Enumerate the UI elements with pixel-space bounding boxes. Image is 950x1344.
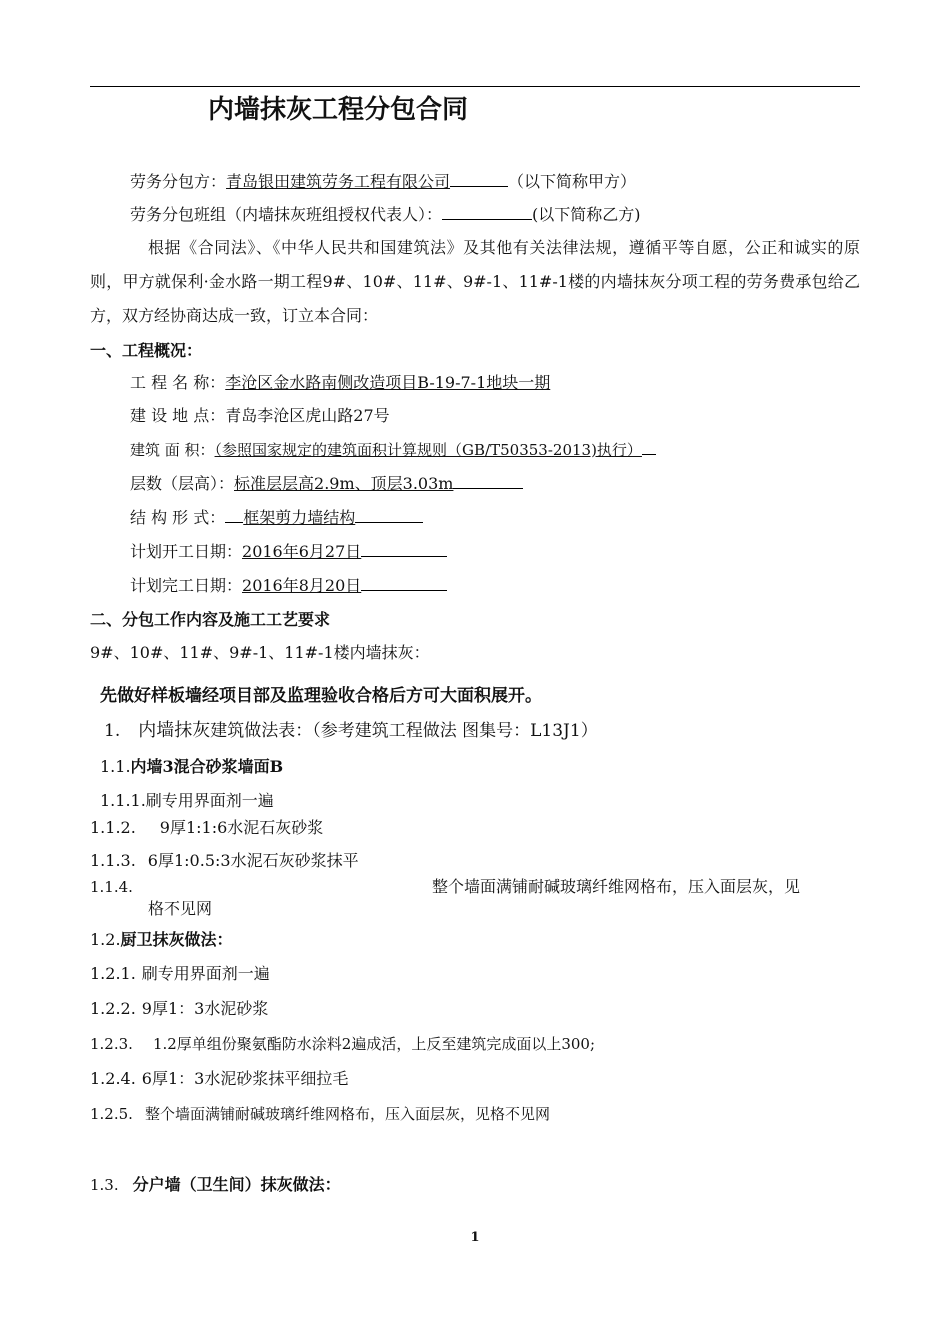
party-b-suffix: (以下简称乙方): [532, 205, 641, 224]
notice-line: 先做好样板墙经项目部及监理验收合格后方可大面积展开。: [100, 686, 542, 706]
item-1-2-2-text: 9厚1：3水泥砂浆: [141, 999, 269, 1018]
area-value: （参照国家规定的建筑面积计算规则（GB/T50353-2013)执行）: [214, 441, 642, 459]
item-1-1-1-text: 刷专用界面剂一遍: [145, 791, 274, 810]
structure-row: [130, 506, 423, 529]
floors-value: 标准层层高2.9m、顶层3.03m: [234, 474, 454, 493]
item-1-2-1-text: 刷专用界面剂一遍: [141, 964, 270, 983]
intro-paragraph: 根据《合同法》、《中华人民共和国建筑法》及其他有关法律法规，遵循平等自愿，公正和诚实的原则，甲方就保利·金水路一期工程9#、10#、11#、9#-1、11#-1楼的内墙抹灰分项工程的劳务费承包给乙方，双方经协商达成一致，订立本合同：: [90, 238, 860, 325]
party-a-label: 劳务分包方：: [130, 172, 227, 191]
party-a-line: [130, 170, 636, 193]
location-row: [130, 405, 390, 427]
finish-date-value: 2016年8月20日: [242, 576, 362, 595]
item-1-2-2: [90, 998, 268, 1020]
item-1-2-2-number: 1.2.2.: [90, 999, 136, 1018]
item-1-3-number: 1.3.: [90, 1176, 119, 1194]
item-1-2-3-number: 1.2.3.: [90, 1035, 133, 1053]
item-1-2-3-text: 1.2厚单组份聚氨酯防水涂料2遍成活，上反至建筑完成面以上300;: [152, 1035, 596, 1053]
item-1-1-2-text: 9厚1:1:6水泥石灰砂浆: [159, 818, 324, 837]
section2-heading: 二、分包工作内容及施工工艺要求: [90, 610, 331, 629]
floors-row: [130, 472, 523, 495]
item-1-1-3-text: 6厚1:0.5:3水泥石灰砂浆抹平: [147, 851, 359, 870]
location-label: 建 设 地 点：: [130, 406, 226, 425]
item-1-3: [90, 1174, 341, 1196]
floors-blank: [453, 472, 523, 489]
buildings-line: 9#、10#、11#、9#-1、11#-1楼内墙抹灰：: [90, 643, 430, 662]
item-1-subtitle: 建筑做法表：（参考建筑工程做法 图集号：L13J1）: [210, 721, 598, 741]
item-1-1-3: [90, 850, 359, 872]
document-title: 内墙抹灰工程分包合同: [208, 95, 469, 125]
item-1-1-2: [90, 817, 323, 839]
item-1-2-5-text: 整个墙面满铺耐碱玻璃纤维网格布，压入面层灰，见格不见网: [144, 1105, 550, 1123]
item-1-3-text: 分户墙（卫生间）抹灰做法：: [132, 1175, 341, 1194]
area-blank: [642, 438, 656, 455]
structure-blank-lead: [225, 506, 243, 523]
location-value: 青岛李沧区虎山路27号: [225, 406, 390, 425]
item-1-1-4-number: 1.1.4.: [90, 878, 133, 896]
item-1-2-4-text: 6厚1：3水泥砂浆抹平细拉毛: [141, 1069, 349, 1088]
item-1-2-5-number: 1.2.5.: [90, 1105, 133, 1123]
floors-label: 层数（层高）：: [130, 474, 235, 493]
start-date-blank: [361, 540, 447, 557]
finish-date-blank: [361, 574, 447, 591]
project-name-value: 李沧区金水路南侧改造项目B-19-7-1地块一期: [225, 373, 551, 392]
item-1-2-3: [90, 1033, 595, 1055]
item-1-2: [90, 929, 233, 951]
party-b-line: [130, 203, 641, 226]
page-number: 1: [470, 1230, 480, 1245]
header-rule: [90, 86, 860, 87]
party-a-suffix: （以下简称甲方）: [508, 172, 637, 191]
party-a-value: 青岛银田建筑劳务工程有限公司: [226, 172, 451, 191]
item-1-2-4: [90, 1068, 348, 1090]
item-1-1-number: 1.1.: [100, 757, 131, 776]
start-date-value: 2016年6月27日: [242, 542, 362, 561]
item-1-title: 内墙抹灰: [138, 720, 211, 741]
item-1: [104, 720, 598, 742]
item-1-1-4-text: 整个墙面满铺耐碱玻璃纤维网格布，压入面层灰，见: [432, 877, 801, 896]
area-row: [130, 438, 656, 461]
item-1-1-3-number: 1.1.3.: [90, 851, 136, 870]
item-1-1-text: 内墙3混合砂浆墙面B: [130, 757, 284, 776]
structure-label: 结 构 形 式：: [130, 508, 226, 527]
item-1-number: 1.: [104, 721, 121, 741]
item-1-2-text: 厨卫抹灰做法：: [120, 930, 233, 949]
finish-date-row: [130, 574, 447, 597]
project-name-label: 工 程 名 称：: [130, 373, 226, 392]
structure-blank: [355, 506, 423, 523]
item-1-2-4-number: 1.2.4.: [90, 1069, 136, 1088]
section1-heading: 一、工程概况：: [90, 341, 203, 360]
item-1-1-2-number: 1.1.2.: [90, 818, 136, 837]
start-date-label: 计划开工日期：: [130, 542, 243, 561]
project-name-row: [130, 372, 550, 394]
item-1-1: [100, 756, 283, 778]
structure-value: 框架剪力墙结构: [243, 508, 356, 527]
party-a-blank: [450, 170, 508, 187]
item-1-1-1: [100, 790, 274, 812]
item-1-2-number: 1.2.: [90, 930, 121, 949]
area-label: 建筑 面 积：: [130, 441, 215, 459]
item-1-2-1: [90, 963, 270, 985]
finish-date-label: 计划完工日期：: [130, 576, 243, 595]
start-date-row: [130, 540, 447, 563]
item-1-1-1-number: 1.1.1.: [100, 791, 146, 810]
party-b-blank: [442, 203, 532, 220]
party-b-label: 劳务分包班组（内墙抹灰班组授权代表人）：: [130, 205, 443, 224]
item-1-2-1-number: 1.2.1.: [90, 964, 136, 983]
item-1-1-4-text-cont: 格不见网: [148, 899, 213, 918]
item-1-2-5: [90, 1103, 550, 1125]
